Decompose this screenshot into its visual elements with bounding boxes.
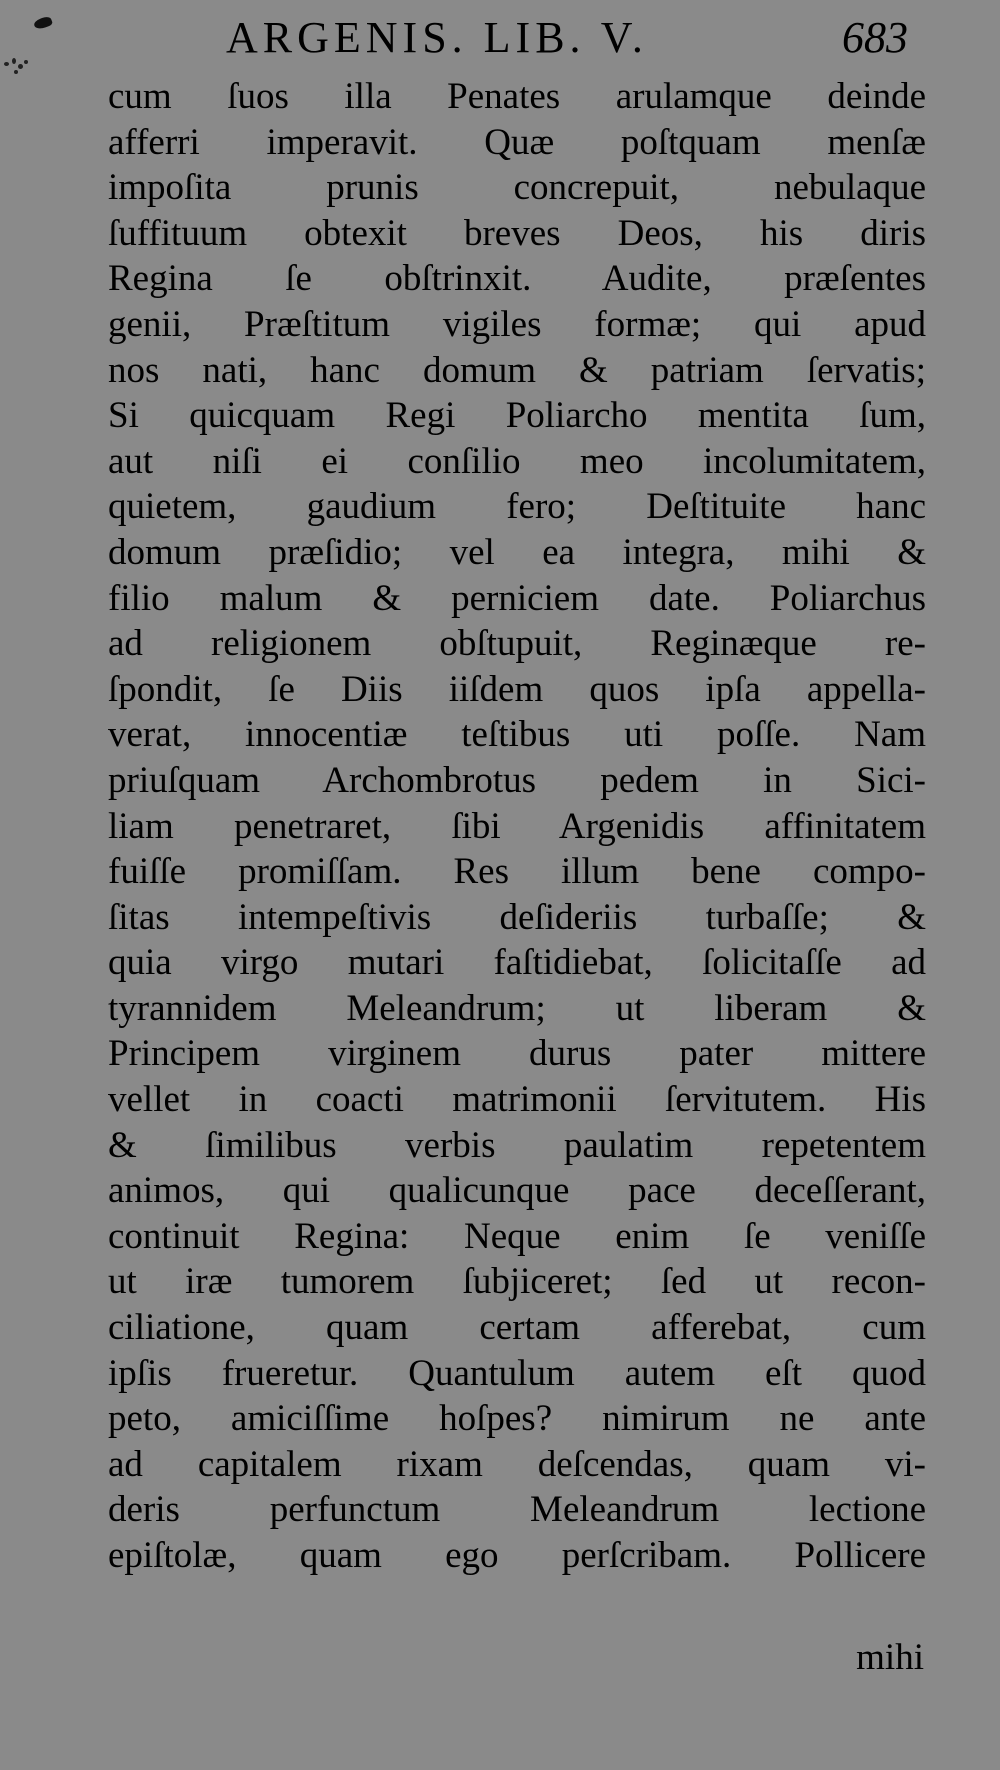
text-line: peto, amiciſſime hoſpes? nimirum ne ante — [108, 1398, 926, 1440]
text-line: quietem, gaudium fero; Deſtituite hanc — [108, 486, 926, 528]
text-line: & ſimilibus verbis paulatim repetentem — [108, 1124, 926, 1166]
text-line: verat, innocentiæ teſtibus uti poſſe. Nam — [108, 714, 926, 756]
text-line: ipſis frueretur. Quantulum autem eſt quod — [108, 1352, 926, 1394]
text-line: ad capitalem rixam deſcendas, quam vi- — [108, 1443, 926, 1485]
text-line: epiſtolæ, quam ego perſcribam. Pollicere — [108, 1535, 926, 1576]
text-line: cum ſuos illa Penates arulamque deinde — [108, 76, 926, 117]
text-line: ciliatione, quam certam afferebat, cum — [108, 1307, 926, 1349]
page-header — [108, 12, 908, 72]
text-line: Principem virginem durus pater mittere — [108, 1033, 926, 1075]
text-line: priuſquam Archombrotus pedem in Sici- — [108, 759, 926, 801]
text-line: ſuffituum obtexit breves Deos, his diris — [108, 212, 926, 254]
text-line: liam penetraret, ſibi Argenidis affinitatem — [108, 805, 926, 847]
text-line: vellet in coacti matrimonii ſervitutem. His — [108, 1079, 926, 1121]
body-text — [108, 74, 926, 1579]
text-line: quia virgo mutari faſtidiebat, ſolicitaſſe ad — [108, 942, 926, 984]
text-line: impoſita prunis concrepuit, nebulaque — [108, 167, 926, 209]
text-line: continuit Regina: Neque enim ſe veniſſe — [108, 1215, 926, 1257]
text-line: ſitas intempeſtivis deſideriis turbaſſe; & — [108, 896, 926, 938]
ink-speck-mark — [4, 58, 32, 76]
page-number: 683 — [842, 13, 908, 62]
text-line: Regina ſe obſtrinxit. Audite, præſentes — [108, 258, 926, 300]
text-line: filio malum & perniciem date. Poliarchus — [108, 577, 926, 619]
text-line: deris perfunctum Meleandrum lectione — [108, 1489, 926, 1531]
running-head: ARGENIS. LIB. V. — [226, 13, 648, 62]
text-line: animos, qui qualicunque pace deceſſerant, — [108, 1170, 926, 1212]
text-line: aut niſi ei conſilio meo incolumitatem, — [108, 440, 926, 482]
text-line: ad religionem obſtupuit, Reginæque re- — [108, 623, 926, 665]
text-line: fuiſſe promiſſam. Res illum bene compo- — [108, 851, 926, 893]
text-line: tyrannidem Meleandrum; ut liberam & — [108, 987, 926, 1029]
text-line: ſpondit, ſe Diis iiſdem quos ipſa appella- — [108, 668, 926, 710]
text-line: afferri imperavit. Quæ poſtquam menſæ — [108, 121, 926, 163]
text-line: domum præſidio; vel ea integra, mihi & — [108, 531, 926, 573]
text-line: Si quicquam Regi Poliarcho mentita ſum, — [108, 395, 926, 437]
text-line: ut iræ tumorem ſubjiceret; ſed ut recon- — [108, 1261, 926, 1303]
text-line: genii, Præſtitum vigiles formæ; qui apud — [108, 303, 926, 345]
catchword: mihi — [856, 1637, 924, 1678]
text-line: nos nati, hanc domum & patriam ſervatis; — [108, 349, 926, 391]
ink-blot-mark — [33, 15, 53, 31]
